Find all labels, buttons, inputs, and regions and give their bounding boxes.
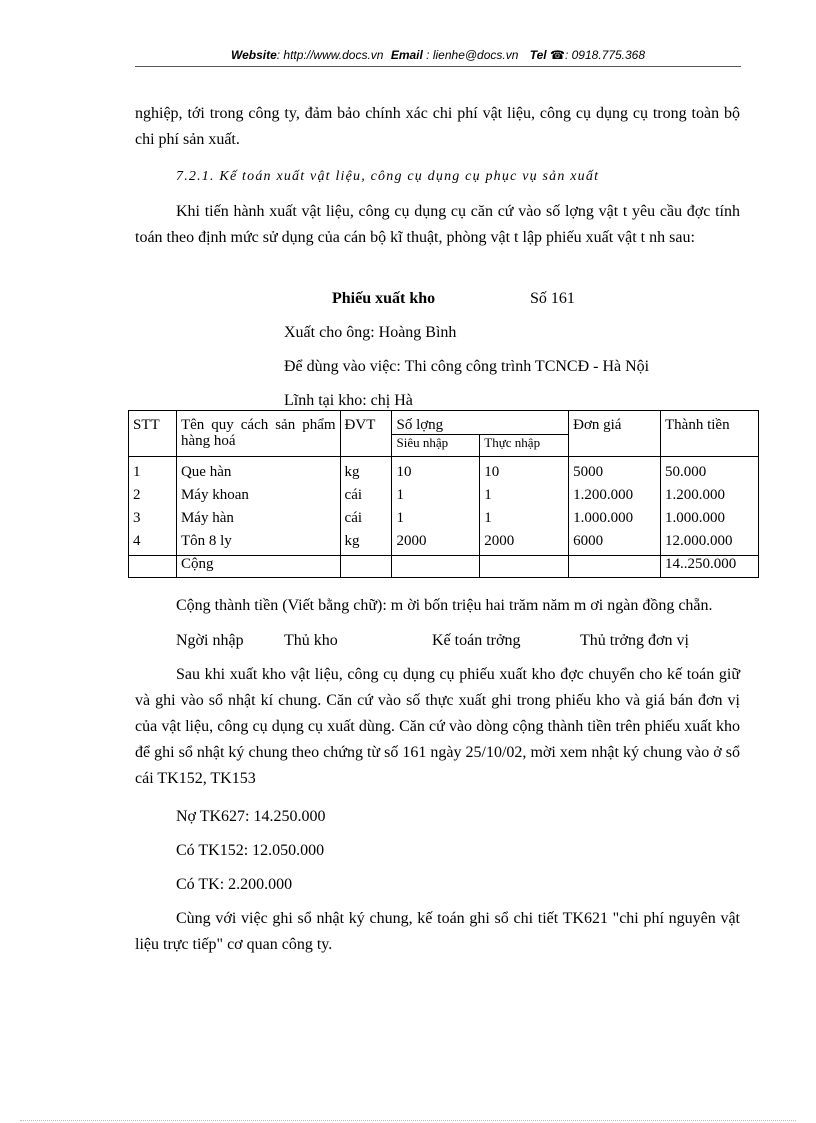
cell-total: 12.000.000: [661, 533, 759, 556]
amount-in-words: Cộng thành tiền (Viết bằng chữ): m ời bốn triệu hai trăm năm m ơi ngàn đồng chẵn.: [176, 597, 713, 614]
slip-number: Số 161: [530, 290, 575, 307]
slip-warehouse: Lĩnh tại kho: chị Hà: [284, 392, 413, 409]
cell-unit: kg: [340, 533, 392, 556]
page-header: [135, 48, 741, 62]
cell-stt: 3: [129, 510, 177, 533]
cell-required: 10: [392, 457, 480, 487]
cell-stt: 1: [129, 457, 177, 487]
header-qty-actual: Thực nhập: [480, 435, 569, 457]
signature-chief-accountant: Kế toán trởng: [432, 632, 521, 649]
header-total: Thành tiền: [661, 411, 759, 457]
entry-credit-1: Có TK152: 12.050.000: [176, 842, 325, 859]
table-row: [129, 533, 759, 556]
header-stt: STT: [129, 411, 177, 457]
cell-actual: 2000: [480, 533, 569, 556]
entry-debit: Nợ TK627: 14.250.000: [176, 808, 326, 825]
table-row: [129, 457, 759, 487]
signature-storekeeper: Thủ kho: [284, 632, 338, 649]
cell-total: 1.200.000: [661, 487, 759, 510]
paragraph-3: Cùng với việc ghi sổ nhật ký chung, kế toán ghi sổ chi tiết TK621 "chi phí nguyên vật liệu trực tiếp" cơ quan công ty.: [135, 910, 740, 953]
slip-recipient: Xuất cho ông: Hoàng Bình: [284, 324, 457, 341]
cell-price: 6000: [569, 533, 661, 556]
cell-stt: 4: [129, 533, 177, 556]
header-qty-required: Siêu nhập: [392, 435, 480, 457]
cell-name: Máy hàn: [176, 510, 340, 533]
tel-label: Tel: [529, 48, 547, 62]
email-value[interactable]: : lienhe@docs.vn: [426, 48, 519, 62]
header-qty: Số lợng: [392, 411, 569, 435]
cell-required: 1: [392, 487, 480, 510]
cell-price: 1.200.000: [569, 487, 661, 510]
header-unit: ĐVT: [340, 411, 392, 457]
cell-name: Tôn 8 ly: [176, 533, 340, 556]
email-label: Email: [390, 48, 423, 62]
cell-actual: 1: [480, 487, 569, 510]
header-price: Đơn giá: [569, 411, 661, 457]
slip-title: Phiếu xuất kho: [332, 290, 436, 307]
phone-icon: ☎: [550, 48, 565, 62]
cell-price: 1.000.000: [569, 510, 661, 533]
cell-price: 5000: [569, 457, 661, 487]
page-bottom-border: [20, 1120, 796, 1121]
entry-credit-2: Có TK: 2.200.000: [176, 876, 293, 893]
cell-actual: 10: [480, 457, 569, 487]
table-row: [129, 487, 759, 510]
website-value[interactable]: : http://www.docs.vn: [276, 48, 384, 62]
website-label: Website: [230, 48, 277, 62]
paragraph-1: Khi tiến hành xuất vật liệu, công cụ dụng cụ căn cứ vào số lợng vật t yêu cầu đợc tính toán theo định mức sử dụng của cán bộ kĩ thuật, phòng vật t lập phiếu xuất vật t nh sau:: [135, 203, 740, 246]
cell-name: Que hàn: [176, 457, 340, 487]
cell-name: Máy khoan: [176, 487, 340, 510]
cell-required: 1: [392, 510, 480, 533]
tel-value: : 0918.775.368: [564, 48, 646, 62]
issue-slip-table: [128, 410, 759, 578]
header-name: Tên quy cách sản phẩm hàng hoá: [176, 411, 340, 457]
cell-actual: 1: [480, 510, 569, 533]
paragraph-2: Sau khi xuất kho vật liệu, công cụ dụng cụ phiếu xuất kho đợc chuyển cho kế toán giữ và ghi vào sổ nhật kí chung. Căn cứ vào số thực xuất ghi trong phiếu kho và giá bán đơn vị của vật liệu, công cụ dụng cụ xuất dùng. Căn cứ vào dòng cộng thành tiền trên phiếu xuất kho để ghi sổ nhật ký chung theo chứng từ số 161 ngày 25/10/02, mời xem nhật ký chung vào ở sổ cái TK152, TK153: [135, 666, 740, 787]
cell-stt: 2: [129, 487, 177, 510]
cell-total: 50.000: [661, 457, 759, 487]
cell-required: 2000: [392, 533, 480, 556]
signature-head-of-unit: Thủ trởng đơn vị: [580, 632, 689, 649]
section-title: 7.2.1. Kế toán xuất vật liệu, công cụ dụng cụ phục vụ sản xuất: [176, 169, 600, 184]
intro-paragraph: nghiệp, tới trong công ty, đảm bảo chính xác chi phí vật liệu, công cụ dụng cụ trong toàn bộ chi phí sản xuất.: [135, 105, 740, 148]
table-row: [129, 510, 759, 533]
sum-row: [129, 556, 759, 578]
cell-unit: cái: [340, 487, 392, 510]
header-divider: [135, 66, 741, 67]
slip-purpose: Để dùng vào việc: Thi công công trình TCNCĐ - Hà Nội: [284, 358, 650, 375]
table-body: [129, 457, 759, 556]
cell-unit: kg: [340, 457, 392, 487]
sum-label: Cộng: [176, 556, 340, 578]
cell-total: 1.000.000: [661, 510, 759, 533]
signature-receiver: Ngời nhập: [176, 632, 244, 649]
sum-total: 14..250.000: [661, 556, 759, 578]
cell-unit: cái: [340, 510, 392, 533]
